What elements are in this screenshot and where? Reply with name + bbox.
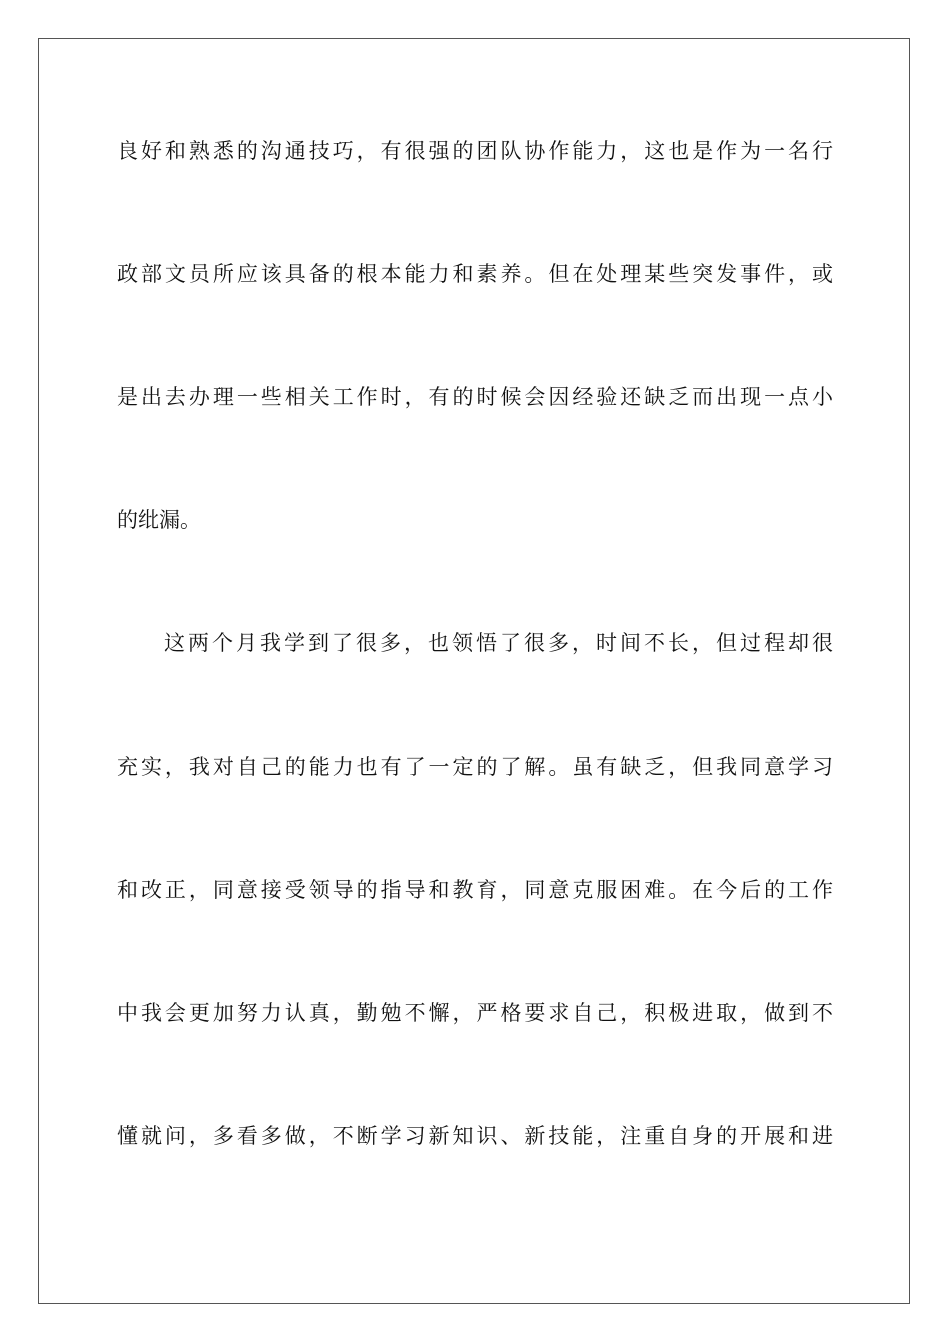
text-line: 的纰漏。 [117,508,201,532]
text-line: 政部文员所应该具备的根本能力和素养。但在处理某些突发事件，或 [117,262,833,286]
text-line: 懂就问，多看多做，不断学习新知识、新技能，注重自身的开展和进 [117,1124,833,1148]
text-line: 中我会更加努力认真，勤勉不懈，严格要求自己，积极进取，做到不 [117,1001,833,1025]
text-line: 和改正，同意接受领导的指导和教育，同意克服困难。在今后的工作 [117,878,833,902]
page-border [38,38,910,1304]
text-line: 这两个月我学到了很多，也领悟了很多，时间不长，但过程却很 [164,631,833,655]
text-line: 充实，我对自己的能力也有了一定的了解。虽有缺乏，但我同意学习 [117,755,833,779]
text-line: 良好和熟悉的沟通技巧，有很强的团队协作能力，这也是作为一名行 [117,139,833,163]
text-line: 是出去办理一些相关工作时，有的时候会因经验还缺乏而出现一点小 [117,385,833,409]
